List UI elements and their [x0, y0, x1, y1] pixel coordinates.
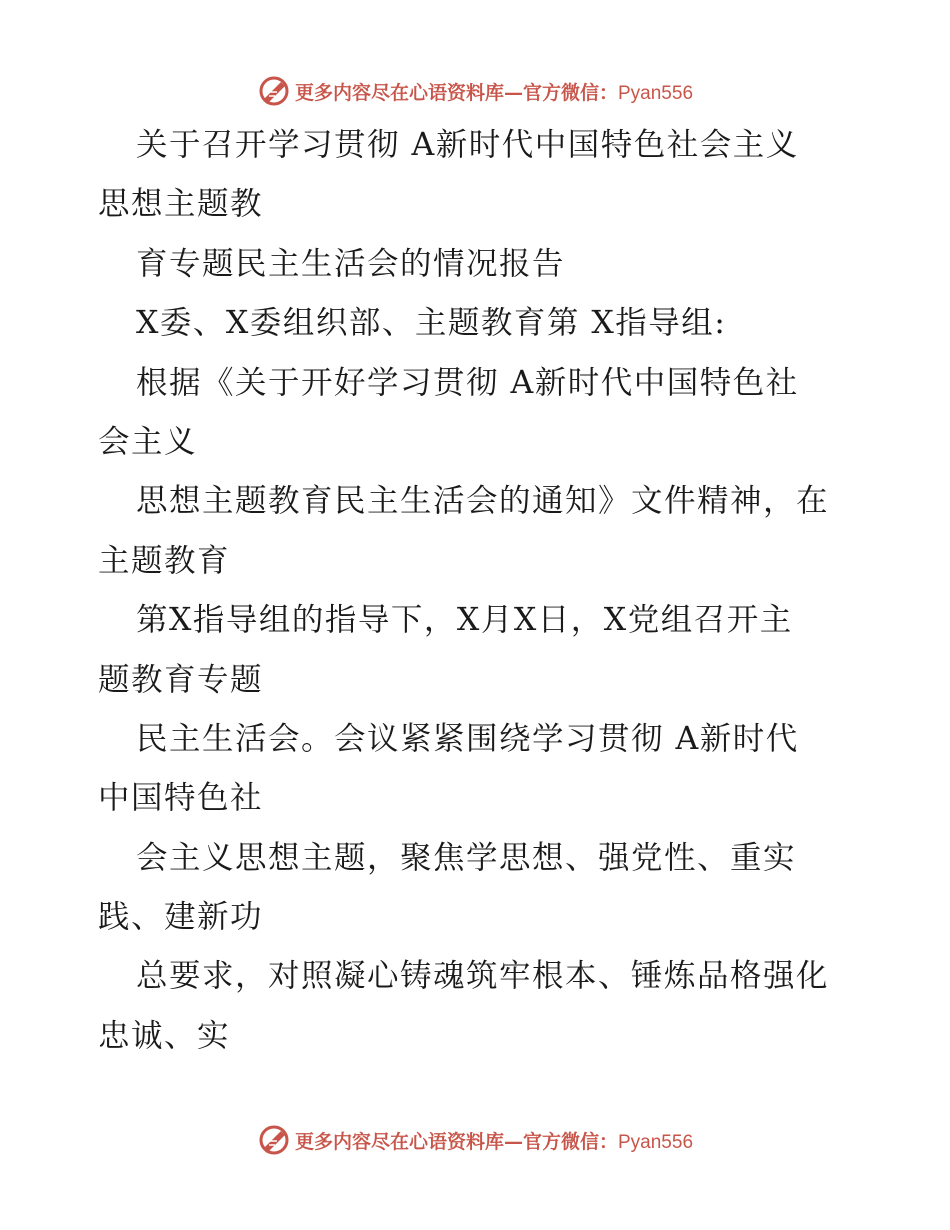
doc-line: 思想主题教 — [98, 186, 264, 223]
doc-line: 中国特色社 — [98, 780, 264, 817]
doc-line: 会主义思想主题，聚焦学思想、强党性、重实 — [136, 839, 797, 876]
doc-line: 思想主题教育民主生活会的通知》文件精神，在 — [136, 483, 830, 520]
header-watermark — [0, 71, 950, 111]
doc-line: 主题教育 — [98, 542, 231, 579]
notebook-pen-icon — [257, 1123, 291, 1157]
doc-line: 根据《关于开好学习贯彻 A新时代中国特色社 — [136, 364, 799, 401]
watermark-text-cn: 更多内容尽在心语资料库—官方微信： — [294, 81, 618, 104]
doc-line: 育专题民主生活会的情况报告 — [136, 245, 566, 282]
doc-line: 总要求，对照凝心铸魂筑牢根本、锤炼品格强化 — [136, 958, 830, 995]
watermark-text-cn: 更多内容尽在心语资料库—官方微信： — [294, 1130, 618, 1153]
doc-line: 第X指导组的指导下，X月X日，X党组召开主 — [136, 602, 793, 639]
document-body — [98, 116, 878, 1066]
doc-line: 关于召开学习贯彻 A新时代中国特色社会主义 — [136, 127, 799, 163]
doc-line: X委、X委组织部、主题教育第 X指导组: — [136, 305, 727, 342]
watermark-text — [295, 78, 693, 105]
doc-line: 民主生活会。会议紧紧围绕学习贯彻 A新时代 — [136, 720, 799, 757]
footer-watermark — [0, 1120, 950, 1160]
doc-line: 会主义 — [98, 423, 198, 460]
doc-line: 题教育专题 — [98, 661, 264, 698]
doc-line: 践、建新功 — [98, 899, 264, 936]
doc-line: 忠诚、实 — [98, 1017, 231, 1054]
watermark-wechat-id: Pyan556 — [618, 82, 694, 104]
watermark-wechat-id: Pyan556 — [618, 1131, 694, 1153]
notebook-pen-icon — [257, 74, 291, 108]
watermark-text — [295, 1127, 693, 1154]
